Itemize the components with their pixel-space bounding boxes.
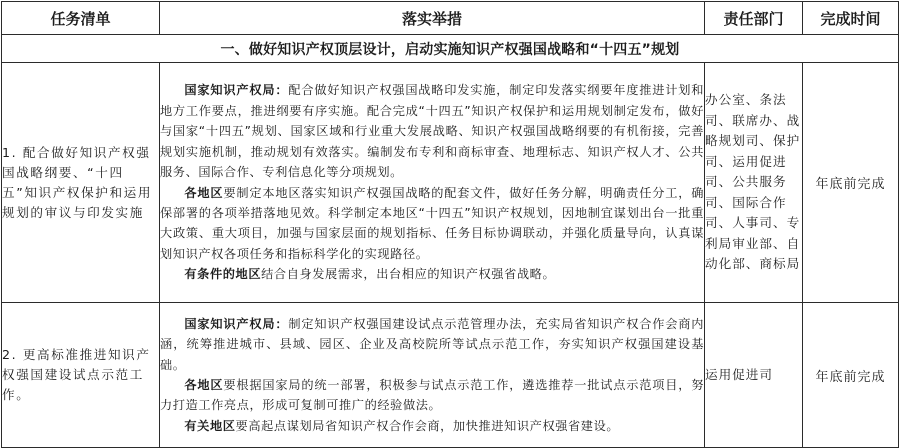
header-dept: 责任部门	[705, 2, 803, 35]
section-row	[2, 35, 899, 63]
measure-paragraph	[160, 314, 704, 375]
measure-lead: 国家知识产权局：	[184, 316, 289, 331]
task-cell: 1. 配合做好知识产权强国战略纲要、“十四五”知识产权保护和运用规划的审议与印发实施	[2, 63, 160, 303]
dept-cell: 运用促进司	[705, 303, 803, 448]
measure-text: 制定知识产权强国建设试点示范管理办法，充实局省知识产权合作会商内涵，统筹推进城市、县域、园区、企业及高校院所等试点示范工作，夯实知识产权强国建设基础。	[160, 316, 704, 372]
measure-text: 要高起点谋划局省知识产权合作会商，加快推进知识产权强省建设。	[235, 418, 620, 433]
time-cell: 年底前完成	[803, 303, 899, 448]
measure-paragraph	[160, 183, 704, 265]
header-task: 任务清单	[2, 2, 160, 35]
header-measures: 落实举措	[160, 2, 705, 35]
measure-paragraph	[160, 416, 704, 436]
task-table	[1, 1, 899, 448]
measures-cell	[160, 303, 705, 448]
measure-lead: 各地区	[184, 378, 224, 392]
measure-lead: 有关地区	[184, 418, 236, 433]
header-time: 完成时间	[803, 2, 899, 35]
measure-paragraph	[160, 375, 704, 416]
measure-text: 配合做好知识产权强国战略印发实施，制定印发落实纲要年度推进计划和地方工作要点，推进纲要有序实施。配合完成“十四五”知识产权保护和运用规划制定发布，做好与国家“十四五”规划、国家区域和行业重大发展战略、知识产权强国战略纲要的有机衔接，完善规划实施机制，推动规划有效落实。编制发布专利和商标审查、地理标志、知识产权人才、公共服务、国际合作、专利信息化等分项规划。	[160, 83, 704, 180]
measure-text: 要制定本地区落实知识产权强国战略的配套文件，做好任务分解，明确责任分工，确保部署的各项举措落地见效。科学制定本地区“十四五”知识产权规划，因地制宜谋划出台一批重大政策、重大项目，加强与国家层面的规划指标、任务目标协调联动，并强化质量导向，认真谋划知识产权各项任务和指标科学化的实现路径。	[160, 185, 704, 261]
measure-text: 要根据国家局的统一部署，积极参与试点示范工作，遴选推荐一批试点示范项目，努力打造工作亮点，形成可复制可推广的经验做法。	[160, 378, 704, 413]
section-title: 一、做好知识产权顶层设计，启动实施知识产权强国战略和“十四五”规划	[2, 35, 899, 63]
header-row	[2, 2, 899, 35]
table-row	[2, 303, 899, 448]
measure-text: 结合自身发展需求，出台相应的知识产权强省战略。	[261, 267, 556, 282]
measure-lead: 国家知识产权局：	[184, 83, 289, 98]
table-row	[2, 63, 899, 303]
measures-cell	[160, 63, 705, 303]
measure-paragraph	[160, 80, 704, 182]
measure-lead: 有条件的地区	[184, 267, 262, 282]
dept-cell: 办公室、条法司、联席办、战略规划司、保护司、运用促进司、公共服务司、国际合作司、人事司、专利局审业部、自动化部、商标局	[705, 63, 803, 303]
time-cell: 年底前完成	[803, 63, 899, 303]
measure-lead: 各地区	[184, 185, 224, 200]
task-cell: 2. 更高标准推进知识产权强国建设试点示范工作。	[2, 303, 160, 448]
measure-paragraph	[160, 264, 704, 284]
